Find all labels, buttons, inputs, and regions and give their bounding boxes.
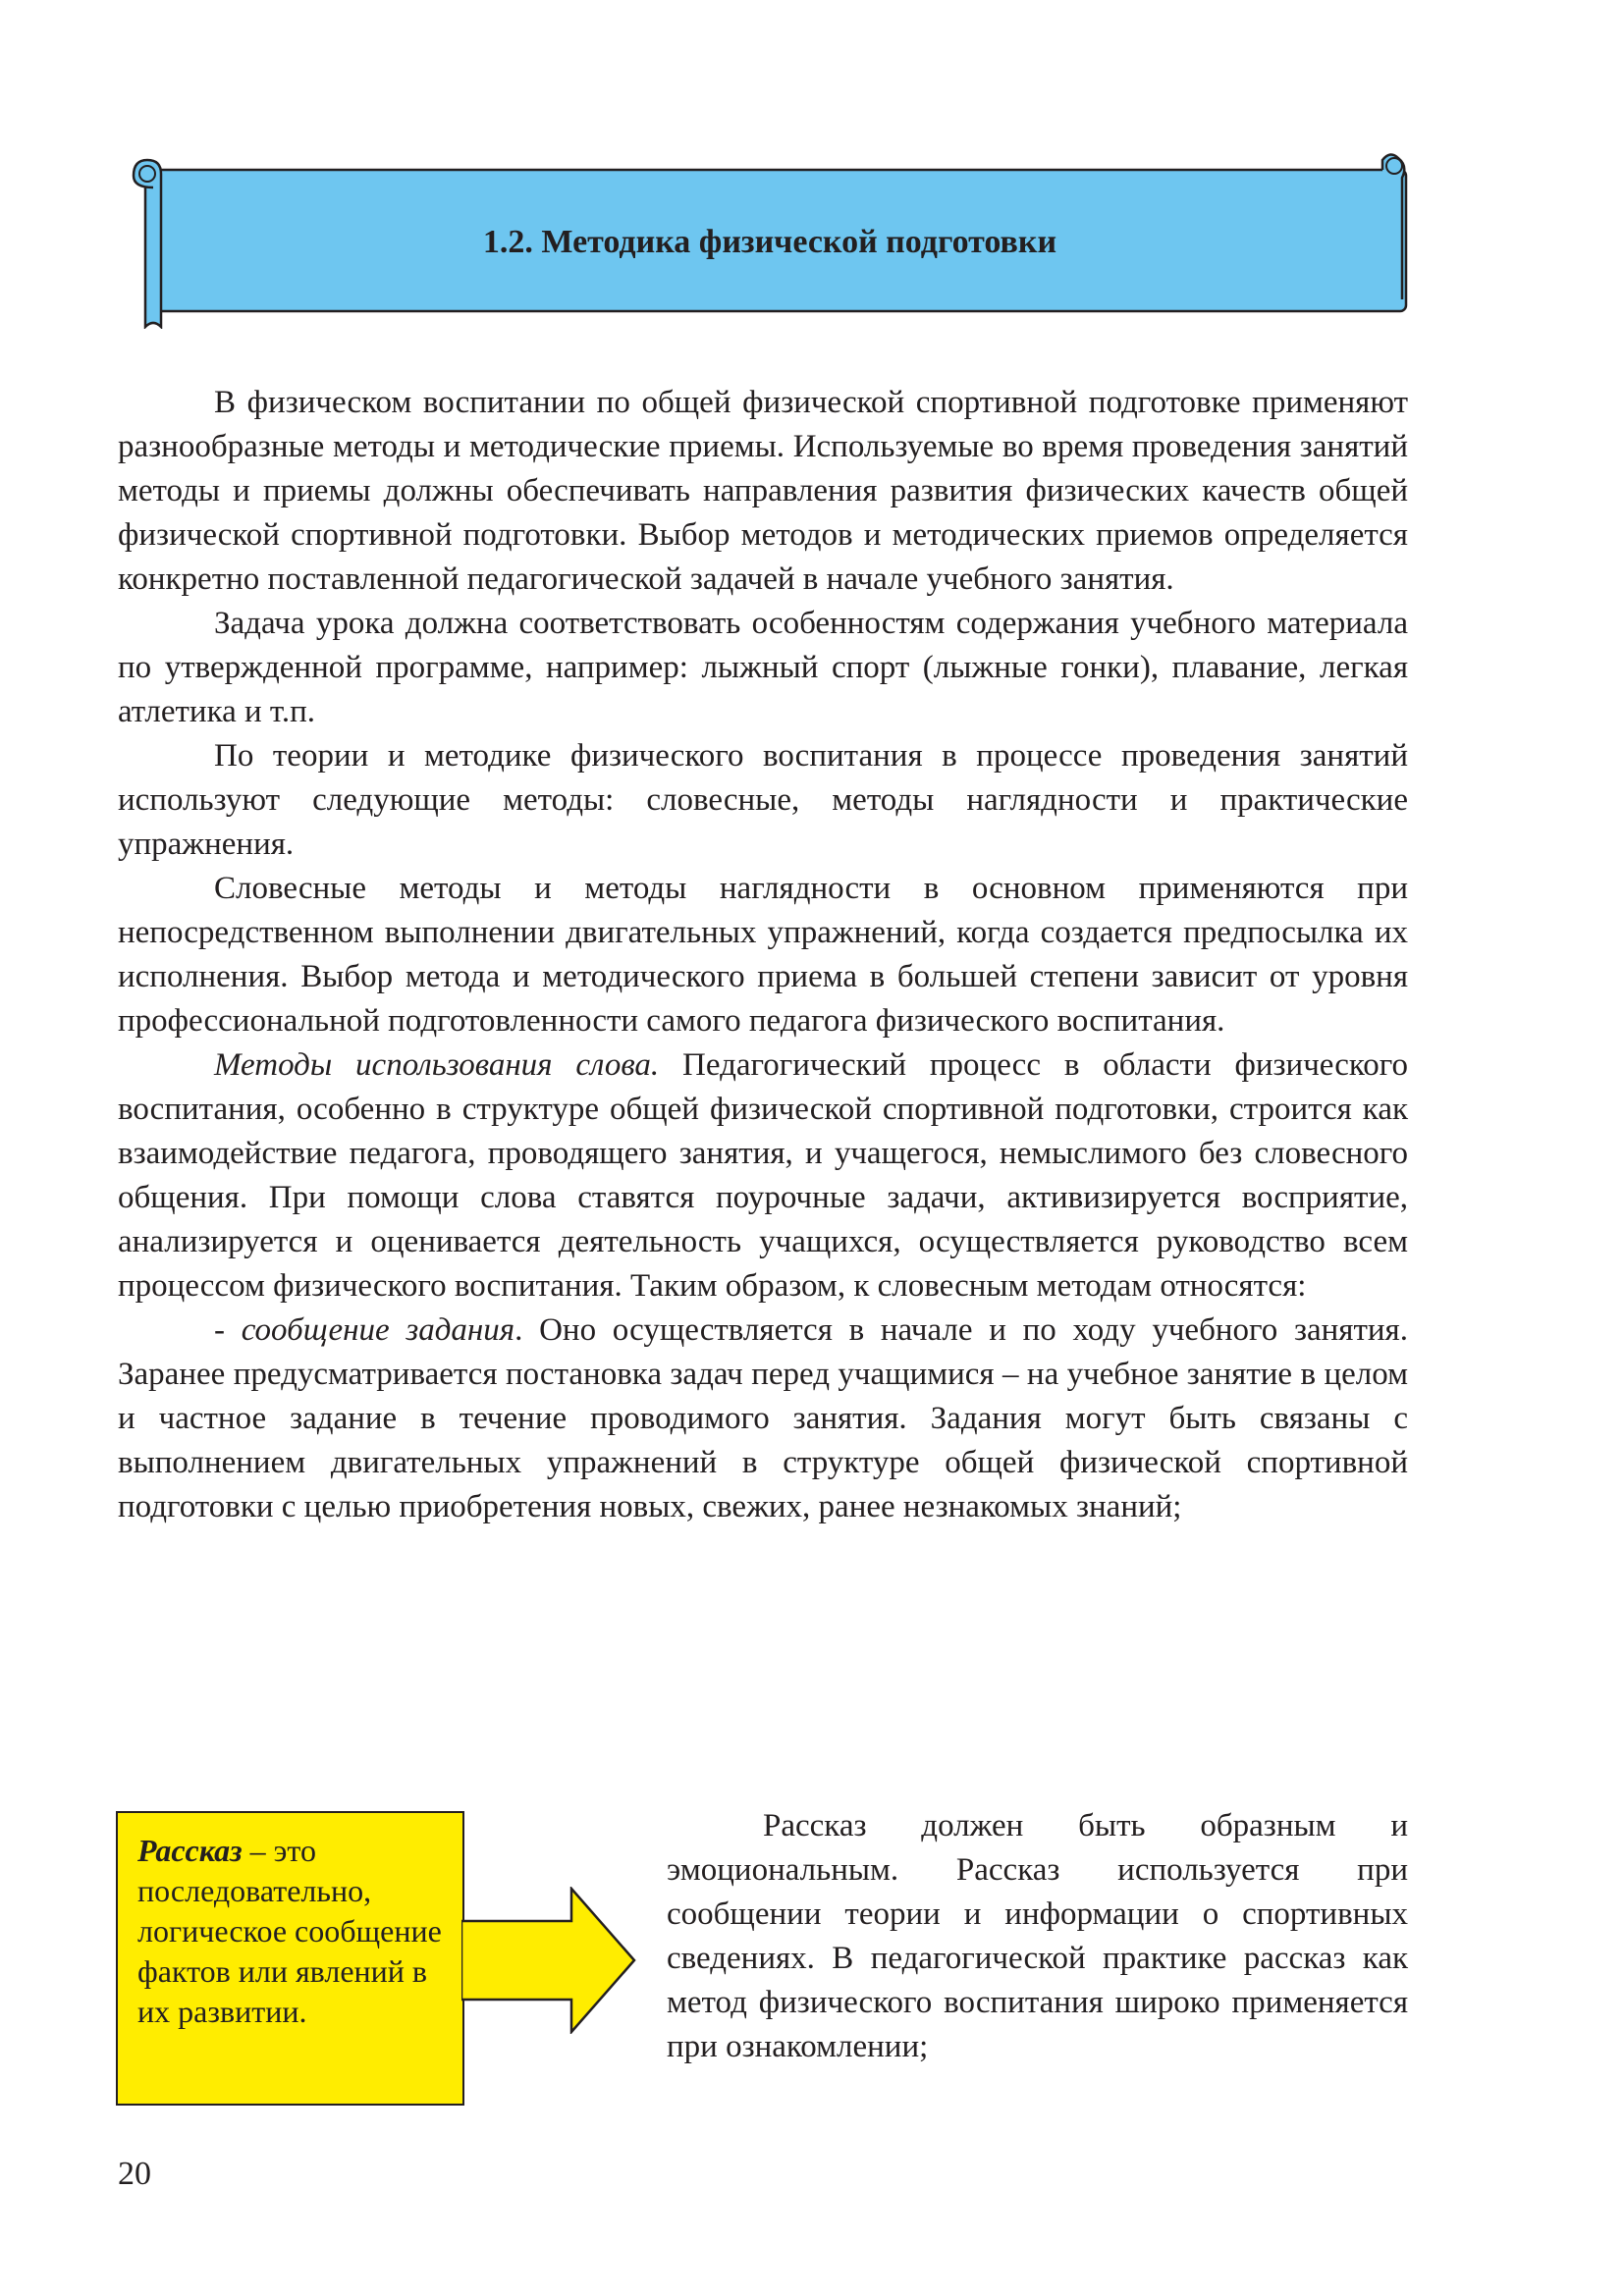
paragraph-1: В физическом воспитании по общей физической спортивной подготовке применяют разнообразные методы и методические приемы. Используемые во время проведения занятий методы и приемы должны обеспечивать направления развития физических качеств общей физической спортивной подготовки. Выбор методов и методических приемов определяется конкретно поставленной педагогической задачей в начале учебного занятия. (118, 385, 1408, 597)
paragraph-6 (118, 1308, 1408, 1529)
section-banner (130, 152, 1410, 329)
paragraph-5-body: Педагогический процесс в области физического воспитания, особенно в структуре общей физической спортивной подготовки, строится как взаимодействие педагога, проводящего занятия, и учащегося, немыслимого без словесного общения. При помощи слова ставятся поурочные задачи, активизируется восприятие, анализируется и оценивается деятельность учащихся, осуществляется руководство всем процессом физического воспитания. Таким образом, к словесным методам относятся: (118, 1047, 1408, 1304)
callout-term: Рассказ (137, 1833, 243, 1868)
definition-callout (116, 1811, 464, 2106)
section-title: 1.2. Методика физической подготовки (482, 224, 1057, 260)
paragraph-5-lead: Методы использования слова. (214, 1047, 660, 1083)
paragraph-6-lead: сообщение задания (241, 1312, 515, 1348)
page-number: 20 (118, 2156, 151, 2192)
paragraph-3: По теории и методике физического воспитания в процессе проведения занятий используют следующие методы: словесные, методы наглядности и практические упражнения. (118, 738, 1408, 862)
main-text (118, 381, 1408, 1529)
callout-definition: – это последовательно, логическое сообщение фактов или явлений в их развитии. (137, 1833, 442, 2029)
side-paragraph: Рассказ должен быть образным и эмоциональным. Рассказ используется при сообщении теории и информации о спортивных сведениях. В педагогической практике рассказ как метод физического воспитания широко применяется при ознакомлении; (667, 1808, 1408, 2064)
arrow-right-icon (461, 1887, 638, 2034)
paragraph-4: Словесные методы и методы наглядности в основном применяются при непосредственном выполнении двигательных упражнений, когда создается предпосылка их исполнения. Выбор метода и методического приема в большей степени зависит от уровня профессиональной подготовленности самого педагога физического воспитания. (118, 871, 1408, 1039)
paragraph-6-prefix: - (214, 1312, 242, 1348)
paragraph-2: Задача урока должна соответствовать особенностям содержания учебного материала по утвержденной программе, например: лыжный спорт (лыжные гонки), плавание, легкая атлетика и т.п. (118, 606, 1408, 729)
paragraph-6-body: . Оно осуществляется в начале и по ходу учебного занятия. Заранее предусматривается постановка задач перед учащимися – на учебное занятие в целом и частное задание в течение проводимого занятия. Задания могут быть связаны с выполнением двигательных упражнений в структуре общей физической спортивной подготовки с целью приобретения новых, свежих, ранее незнакомых знаний; (118, 1312, 1408, 1524)
paragraph-5 (118, 1043, 1408, 1308)
